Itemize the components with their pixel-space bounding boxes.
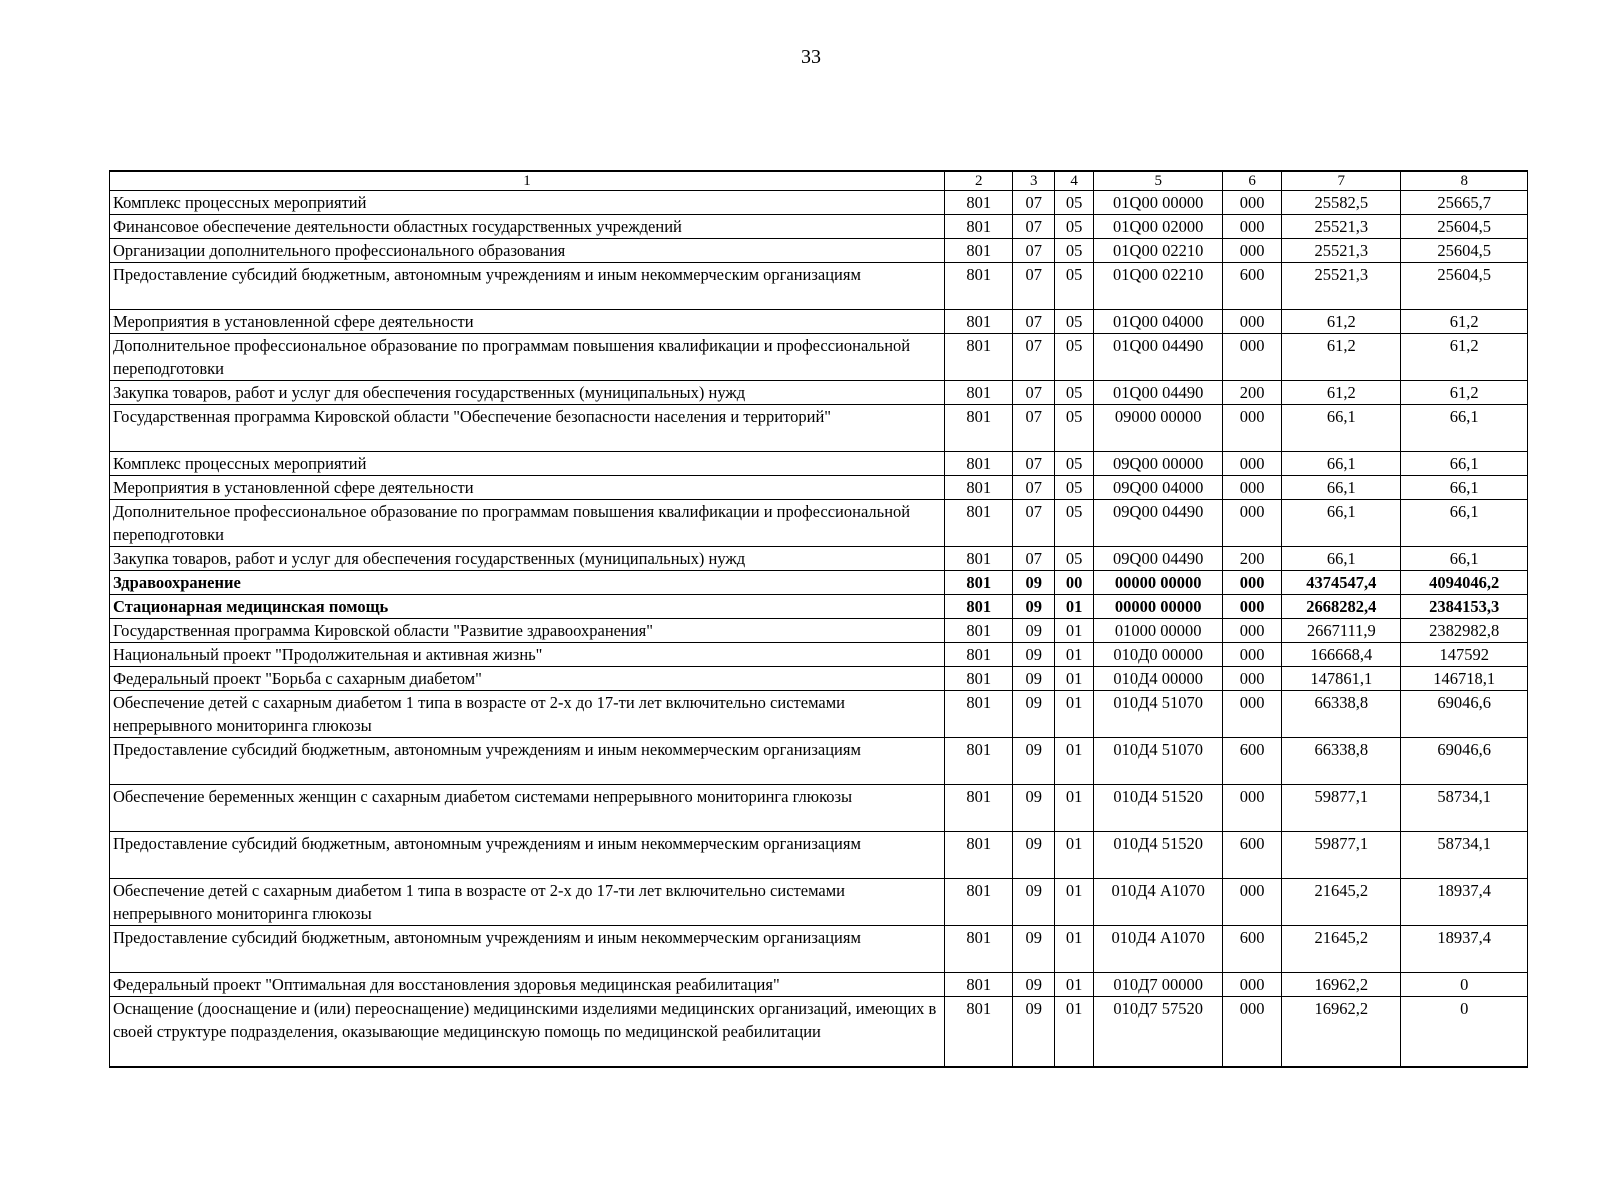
row-value-cell: 801 — [945, 619, 1013, 643]
row-value-cell: 21645,2 — [1282, 926, 1401, 973]
table-row — [110, 619, 1528, 643]
row-value-cell: 01Q00 00000 — [1094, 191, 1223, 215]
row-value-cell: 01Q00 02000 — [1094, 215, 1223, 239]
row-value-cell: 58734,1 — [1401, 785, 1528, 832]
row-value-cell: 05 — [1054, 239, 1093, 263]
row-value-cell: 01 — [1054, 785, 1093, 832]
row-value-cell: 07 — [1013, 263, 1054, 310]
row-value-cell: 05 — [1054, 381, 1093, 405]
row-value-cell: 801 — [945, 879, 1013, 926]
table-row — [110, 381, 1528, 405]
row-value-cell: 09Q00 04000 — [1094, 476, 1223, 500]
row-value-cell: 05 — [1054, 547, 1093, 571]
row-value-cell: 801 — [945, 691, 1013, 738]
row-value-cell: 09 — [1013, 619, 1054, 643]
row-value-cell: 010Д7 57520 — [1094, 997, 1223, 1068]
row-value-cell: 07 — [1013, 215, 1054, 239]
row-value-cell: 01 — [1054, 973, 1093, 997]
row-name-cell: Организации дополнительного профессионального образования — [110, 239, 945, 263]
row-name-cell: Здравоохранение — [110, 571, 945, 595]
row-value-cell: 147592 — [1401, 643, 1528, 667]
row-value-cell: 09 — [1013, 973, 1054, 997]
row-value-cell: 01000 00000 — [1094, 619, 1223, 643]
row-value-cell: 61,2 — [1282, 381, 1401, 405]
row-value-cell: 66,1 — [1401, 405, 1528, 452]
row-name-cell: Финансовое обеспечение деятельности областных государственных учреждений — [110, 215, 945, 239]
row-value-cell: 000 — [1223, 215, 1282, 239]
row-value-cell: 010Д7 00000 — [1094, 973, 1223, 997]
row-value-cell: 2384153,3 — [1401, 595, 1528, 619]
row-value-cell: 05 — [1054, 310, 1093, 334]
row-value-cell: 801 — [945, 263, 1013, 310]
row-value-cell: 05 — [1054, 500, 1093, 547]
table-row — [110, 879, 1528, 926]
row-name-cell: Предоставление субсидий бюджетным, автономным учреждениям и иным некоммерческим организациям — [110, 263, 945, 310]
row-value-cell: 09 — [1013, 691, 1054, 738]
row-value-cell: 01 — [1054, 879, 1093, 926]
row-value-cell: 01 — [1054, 832, 1093, 879]
row-name-cell: Комплекс процессных мероприятий — [110, 191, 945, 215]
row-name-cell: Национальный проект "Продолжительная и активная жизнь" — [110, 643, 945, 667]
row-value-cell: 25521,3 — [1282, 239, 1401, 263]
table-header — [110, 171, 1528, 191]
row-value-cell: 801 — [945, 476, 1013, 500]
row-value-cell: 000 — [1223, 452, 1282, 476]
row-name-cell: Комплекс процессных мероприятий — [110, 452, 945, 476]
row-value-cell: 000 — [1223, 500, 1282, 547]
row-value-cell: 61,2 — [1401, 334, 1528, 381]
row-value-cell: 801 — [945, 334, 1013, 381]
row-value-cell: 16962,2 — [1282, 997, 1401, 1068]
row-name-cell: Федеральный проект "Борьба с сахарным диабетом" — [110, 667, 945, 691]
row-value-cell: 09 — [1013, 997, 1054, 1068]
row-name-cell: Мероприятия в установленной сфере деятельности — [110, 310, 945, 334]
row-value-cell: 07 — [1013, 547, 1054, 571]
page-number: 33 — [801, 46, 821, 68]
table-row — [110, 926, 1528, 973]
row-value-cell: 146718,1 — [1401, 667, 1528, 691]
row-name-cell: Государственная программа Кировской области "Развитие здравоохранения" — [110, 619, 945, 643]
row-value-cell: 600 — [1223, 738, 1282, 785]
row-value-cell: 00000 00000 — [1094, 595, 1223, 619]
row-value-cell: 69046,6 — [1401, 738, 1528, 785]
row-value-cell: 2382982,8 — [1401, 619, 1528, 643]
row-name-cell: Оснащение (дооснащение и (или) переоснащение) медицинскими изделиями медицинских организаций, имеющих в своей структуре подразделения, оказывающие медицинскую помощь по медицинской реабилитации — [110, 997, 945, 1068]
row-value-cell: 01 — [1054, 926, 1093, 973]
row-name-cell: Предоставление субсидий бюджетным, автономным учреждениям и иным некоммерческим организациям — [110, 738, 945, 785]
row-value-cell: 801 — [945, 738, 1013, 785]
row-value-cell: 600 — [1223, 926, 1282, 973]
row-value-cell: 000 — [1223, 476, 1282, 500]
row-value-cell: 0 — [1401, 973, 1528, 997]
row-value-cell: 09 — [1013, 832, 1054, 879]
table-row — [110, 785, 1528, 832]
row-value-cell: 000 — [1223, 310, 1282, 334]
row-value-cell: 16962,2 — [1282, 973, 1401, 997]
row-value-cell: 2668282,4 — [1282, 595, 1401, 619]
row-name-cell: Предоставление субсидий бюджетным, автономным учреждениям и иным некоммерческим организациям — [110, 832, 945, 879]
table-row — [110, 452, 1528, 476]
table-row — [110, 500, 1528, 547]
table-row — [110, 191, 1528, 215]
row-value-cell: 801 — [945, 405, 1013, 452]
row-value-cell: 000 — [1223, 405, 1282, 452]
row-value-cell: 07 — [1013, 239, 1054, 263]
header-row — [110, 171, 1528, 191]
table-row — [110, 667, 1528, 691]
row-value-cell: 09 — [1013, 643, 1054, 667]
row-name-cell: Дополнительное профессиональное образование по программам повышения квалификации и профессиональной переподготовки — [110, 500, 945, 547]
row-value-cell: 2667111,9 — [1282, 619, 1401, 643]
row-value-cell: 801 — [945, 997, 1013, 1068]
row-value-cell: 4094046,2 — [1401, 571, 1528, 595]
row-value-cell: 01 — [1054, 595, 1093, 619]
row-value-cell: 0 — [1401, 997, 1528, 1068]
row-value-cell: 09 — [1013, 926, 1054, 973]
header-cell: 4 — [1054, 171, 1093, 191]
row-value-cell: 801 — [945, 215, 1013, 239]
row-value-cell: 01 — [1054, 619, 1093, 643]
row-value-cell: 01Q00 04490 — [1094, 334, 1223, 381]
row-value-cell: 66,1 — [1282, 476, 1401, 500]
row-name-cell: Обеспечение беременных женщин с сахарным диабетом системами непрерывного мониторинга глюкозы — [110, 785, 945, 832]
table-row — [110, 595, 1528, 619]
table-row — [110, 215, 1528, 239]
table-row — [110, 738, 1528, 785]
row-value-cell: 05 — [1054, 405, 1093, 452]
table-row — [110, 832, 1528, 879]
row-value-cell: 000 — [1223, 571, 1282, 595]
row-value-cell: 05 — [1054, 334, 1093, 381]
row-value-cell: 09Q00 00000 — [1094, 452, 1223, 476]
row-value-cell: 05 — [1054, 191, 1093, 215]
row-value-cell: 18937,4 — [1401, 926, 1528, 973]
row-name-cell: Предоставление субсидий бюджетным, автономным учреждениям и иным некоммерческим организациям — [110, 926, 945, 973]
row-value-cell: 66,1 — [1401, 452, 1528, 476]
row-value-cell: 000 — [1223, 191, 1282, 215]
row-value-cell: 66,1 — [1401, 547, 1528, 571]
row-value-cell: 21645,2 — [1282, 879, 1401, 926]
row-value-cell: 01 — [1054, 738, 1093, 785]
row-value-cell: 00 — [1054, 571, 1093, 595]
row-value-cell: 801 — [945, 500, 1013, 547]
row-value-cell: 25604,5 — [1401, 239, 1528, 263]
row-value-cell: 25582,5 — [1282, 191, 1401, 215]
header-cell: 3 — [1013, 171, 1054, 191]
row-value-cell: 801 — [945, 571, 1013, 595]
row-value-cell: 66338,8 — [1282, 691, 1401, 738]
header-cell: 2 — [945, 171, 1013, 191]
row-value-cell: 07 — [1013, 452, 1054, 476]
row-value-cell: 4374547,4 — [1282, 571, 1401, 595]
table-row — [110, 405, 1528, 452]
row-value-cell: 200 — [1223, 547, 1282, 571]
row-value-cell: 010Д4 51070 — [1094, 691, 1223, 738]
row-name-cell: Обеспечение детей с сахарным диабетом 1 типа в возрасте от 2-х до 17-ти лет включительно системами непрерывного мониторинга глюкозы — [110, 691, 945, 738]
row-name-cell: Закупка товаров, работ и услуг для обеспечения государственных (муниципальных) нужд — [110, 381, 945, 405]
header-cell: 1 — [110, 171, 945, 191]
row-value-cell: 01Q00 02210 — [1094, 239, 1223, 263]
row-value-cell: 801 — [945, 785, 1013, 832]
row-value-cell: 801 — [945, 547, 1013, 571]
row-value-cell: 09 — [1013, 738, 1054, 785]
row-value-cell: 25665,7 — [1401, 191, 1528, 215]
row-value-cell: 61,2 — [1401, 310, 1528, 334]
row-value-cell: 25521,3 — [1282, 215, 1401, 239]
row-value-cell: 09000 00000 — [1094, 405, 1223, 452]
row-value-cell: 66,1 — [1401, 500, 1528, 547]
row-value-cell: 010Д4 А1070 — [1094, 926, 1223, 973]
row-value-cell: 000 — [1223, 997, 1282, 1068]
row-value-cell: 07 — [1013, 334, 1054, 381]
row-value-cell: 07 — [1013, 381, 1054, 405]
row-value-cell: 66338,8 — [1282, 738, 1401, 785]
row-value-cell: 09Q00 04490 — [1094, 500, 1223, 547]
row-name-cell: Обеспечение детей с сахарным диабетом 1 типа в возрасте от 2-х до 17-ти лет включительно системами непрерывного мониторинга глюкозы — [110, 879, 945, 926]
row-value-cell: 61,2 — [1282, 310, 1401, 334]
row-value-cell: 801 — [945, 310, 1013, 334]
row-value-cell: 000 — [1223, 643, 1282, 667]
row-value-cell: 010Д4 51520 — [1094, 785, 1223, 832]
table-body — [110, 191, 1528, 1068]
row-value-cell: 01Q00 04000 — [1094, 310, 1223, 334]
table-row — [110, 973, 1528, 997]
table-row — [110, 997, 1528, 1068]
row-value-cell: 59877,1 — [1282, 832, 1401, 879]
row-value-cell: 600 — [1223, 263, 1282, 310]
header-cell: 6 — [1223, 171, 1282, 191]
row-value-cell: 09 — [1013, 785, 1054, 832]
row-value-cell: 69046,6 — [1401, 691, 1528, 738]
row-value-cell: 07 — [1013, 191, 1054, 215]
row-value-cell: 66,1 — [1282, 500, 1401, 547]
table-row — [110, 239, 1528, 263]
row-value-cell: 66,1 — [1282, 405, 1401, 452]
row-value-cell: 801 — [945, 973, 1013, 997]
row-value-cell: 801 — [945, 381, 1013, 405]
row-value-cell: 01 — [1054, 643, 1093, 667]
row-value-cell: 147861,1 — [1282, 667, 1401, 691]
row-value-cell: 010Д0 00000 — [1094, 643, 1223, 667]
budget-table — [109, 170, 1528, 1068]
row-value-cell: 801 — [945, 595, 1013, 619]
row-name-cell: Федеральный проект "Оптимальная для восстановления здоровья медицинская реабилитация" — [110, 973, 945, 997]
table-row — [110, 643, 1528, 667]
row-value-cell: 01Q00 02210 — [1094, 263, 1223, 310]
table-row — [110, 334, 1528, 381]
row-value-cell: 09 — [1013, 667, 1054, 691]
table-row — [110, 310, 1528, 334]
table-row — [110, 691, 1528, 738]
row-value-cell: 58734,1 — [1401, 832, 1528, 879]
row-name-cell: Мероприятия в установленной сфере деятельности — [110, 476, 945, 500]
row-value-cell: 801 — [945, 191, 1013, 215]
row-name-cell: Закупка товаров, работ и услуг для обеспечения государственных (муниципальных) нужд — [110, 547, 945, 571]
header-cell: 5 — [1094, 171, 1223, 191]
row-value-cell: 25604,5 — [1401, 215, 1528, 239]
row-value-cell: 05 — [1054, 476, 1093, 500]
row-value-cell: 05 — [1054, 215, 1093, 239]
row-name-cell: Стационарная медицинская помощь — [110, 595, 945, 619]
row-value-cell: 000 — [1223, 239, 1282, 263]
row-value-cell: 66,1 — [1282, 452, 1401, 476]
header-cell: 7 — [1282, 171, 1401, 191]
row-value-cell: 200 — [1223, 381, 1282, 405]
row-value-cell: 801 — [945, 832, 1013, 879]
row-value-cell: 07 — [1013, 476, 1054, 500]
row-value-cell: 61,2 — [1401, 381, 1528, 405]
row-value-cell: 25521,3 — [1282, 263, 1401, 310]
row-value-cell: 07 — [1013, 405, 1054, 452]
row-value-cell: 000 — [1223, 973, 1282, 997]
row-value-cell: 000 — [1223, 667, 1282, 691]
row-value-cell: 801 — [945, 452, 1013, 476]
row-name-cell: Дополнительное профессиональное образование по программам повышения квалификации и профессиональной переподготовки — [110, 334, 945, 381]
row-value-cell: 801 — [945, 643, 1013, 667]
row-value-cell: 09 — [1013, 571, 1054, 595]
row-value-cell: 59877,1 — [1282, 785, 1401, 832]
row-value-cell: 010Д4 51520 — [1094, 832, 1223, 879]
row-value-cell: 01Q00 04490 — [1094, 381, 1223, 405]
table-row — [110, 263, 1528, 310]
row-value-cell: 61,2 — [1282, 334, 1401, 381]
row-value-cell: 01 — [1054, 997, 1093, 1068]
row-value-cell: 000 — [1223, 879, 1282, 926]
row-name-cell: Государственная программа Кировской области "Обеспечение безопасности населения и территорий" — [110, 405, 945, 452]
row-value-cell: 18937,4 — [1401, 879, 1528, 926]
row-value-cell: 600 — [1223, 832, 1282, 879]
table-row — [110, 571, 1528, 595]
row-value-cell: 01 — [1054, 667, 1093, 691]
row-value-cell: 166668,4 — [1282, 643, 1401, 667]
table-row — [110, 547, 1528, 571]
row-value-cell: 801 — [945, 239, 1013, 263]
row-value-cell: 09 — [1013, 879, 1054, 926]
header-cell: 8 — [1401, 171, 1528, 191]
row-value-cell: 09 — [1013, 595, 1054, 619]
row-value-cell: 000 — [1223, 619, 1282, 643]
row-value-cell: 01 — [1054, 691, 1093, 738]
row-value-cell: 09Q00 04490 — [1094, 547, 1223, 571]
row-value-cell: 801 — [945, 926, 1013, 973]
row-value-cell: 000 — [1223, 785, 1282, 832]
row-value-cell: 05 — [1054, 263, 1093, 310]
row-value-cell: 010Д4 00000 — [1094, 667, 1223, 691]
row-value-cell: 66,1 — [1282, 547, 1401, 571]
row-value-cell: 25604,5 — [1401, 263, 1528, 310]
table-row — [110, 476, 1528, 500]
row-value-cell: 05 — [1054, 452, 1093, 476]
row-value-cell: 801 — [945, 667, 1013, 691]
row-value-cell: 000 — [1223, 334, 1282, 381]
row-value-cell: 010Д4 51070 — [1094, 738, 1223, 785]
row-value-cell: 010Д4 А1070 — [1094, 879, 1223, 926]
row-value-cell: 07 — [1013, 500, 1054, 547]
row-value-cell: 07 — [1013, 310, 1054, 334]
row-value-cell: 000 — [1223, 691, 1282, 738]
row-value-cell: 00000 00000 — [1094, 571, 1223, 595]
row-value-cell: 000 — [1223, 595, 1282, 619]
row-value-cell: 66,1 — [1401, 476, 1528, 500]
